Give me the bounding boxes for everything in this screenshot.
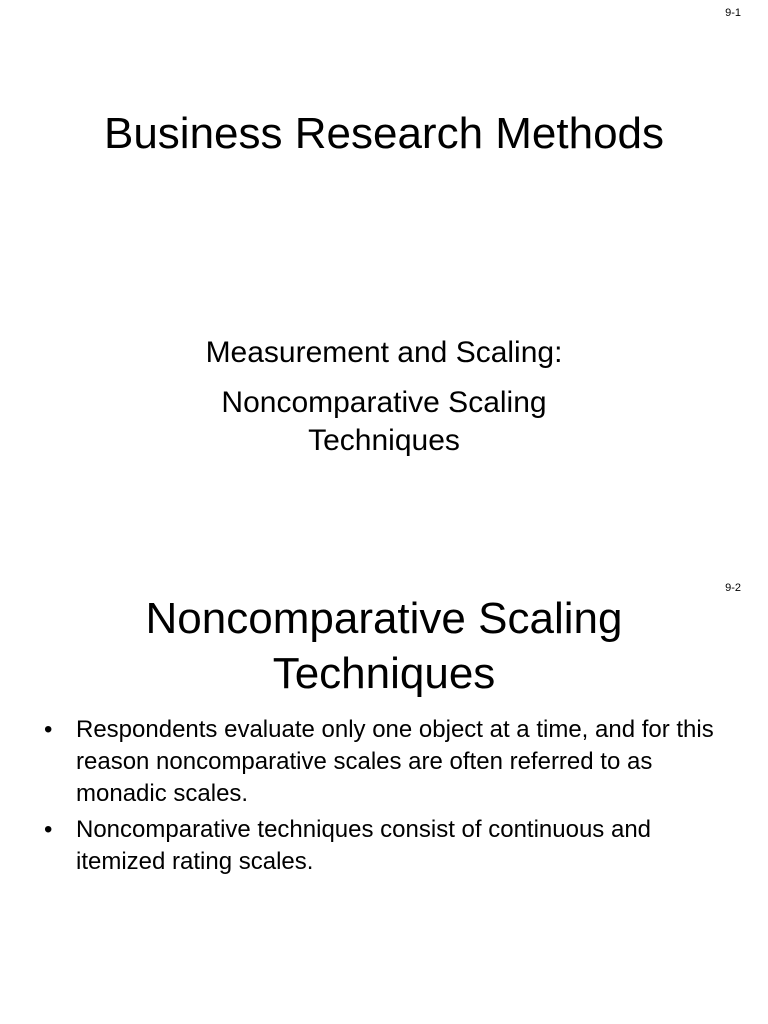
slide-title-line-2: Techniques [272,649,496,698]
subtitle-line-2a: Noncomparative Scaling [221,386,547,419]
subtitle-line-2b: Techniques [308,424,460,457]
slide-2 [0,576,768,1024]
bullet-text: Noncomparative techniques consist of continuous and itemized rating scales. [76,816,652,875]
subtitle-line-1: Measurement and Scaling: [205,336,563,369]
slide-number: 9-2 [725,582,741,594]
bullet-text: Respondents evaluate only one object at a time, and for this reason noncomparative scales are often referred to as monadic scales. [76,716,714,807]
bullet-item [40,814,730,878]
slide-title [0,591,768,701]
slide-number: 9-1 [725,7,741,19]
bullet-dot-icon: • [44,816,53,843]
bullet-dot-icon: • [44,716,53,743]
slide-title-line-1: Noncomparative Scaling [145,594,623,643]
bullet-list [40,714,730,882]
subtitle-line-2 [0,384,768,460]
bullet-item [40,714,730,810]
main-title: Business Research Methods [103,109,665,158]
